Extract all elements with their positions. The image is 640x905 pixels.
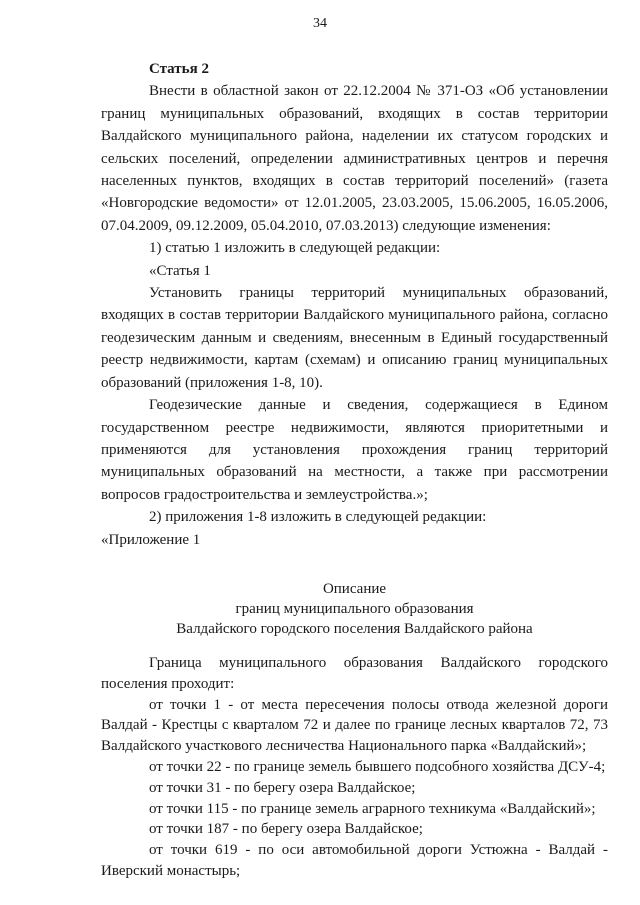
heading-line: границ муниципального образования [235, 600, 474, 617]
article-1-paragraph-2: Геодезические данные и сведения, содержащиеся в Едином государственном реестре недвижимости, являются приоритетными и применяются для установления прохождения границ территорий муниципальных образований на местности, а также при рассмотрении вопросов градостроительства и землеустройства.»; [101, 397, 608, 503]
amendment-item-2: 2) приложения 1-8 изложить в следующей редакции: [149, 509, 487, 526]
article-title: Статья 2 [149, 61, 209, 77]
heading-line: Валдайского городского поселения Валдайского района [176, 620, 533, 637]
heading-line: Описание [322, 580, 387, 597]
article-1-paragraph-1: Установить границы территорий муниципальных образований, входящих в состав территории Валдайского муниципального района, согласно геодезическим данным и сведениям, внесенным в Единый государственный реестр недвижимости, картам (схемам) и описанию границ муниципальных образований (приложения 1-8, 10). [101, 285, 608, 391]
boundary-point-item: от точки 115 - по границе земель аграрного техникума «Валдайский»; [149, 800, 596, 817]
amendment-item-1: 1) статью 1 изложить в следующей редакции: [149, 240, 441, 257]
amendment-intro-paragraph: Внести в областной закон от 22.12.2004 № 371-ОЗ «Об установлении границ муниципальных образований, входящих в состав территории Валдайского муниципального района, наделении их статусом городских и сельских поселений, определении административных центров и перечня населенных пунктов, входящих в состав территорий поселений» (газета «Новгородские ведомости» от 12.01.2005, 23.03.2005, 15.06.2005, 16.05.2006, 07.04.2009, 09.12.2009, 05.04.2010, 07.03.2013) следующие изменения: [101, 83, 608, 234]
boundary-point-item: от точки 31 - по берегу озера Валдайское; [149, 779, 416, 796]
document-body [101, 58, 608, 882]
page-number: 34 [313, 16, 327, 31]
boundary-point-item: от точки 1 - от места пересечения полосы отвода железной дороги Валдай - Крестцы с кварталом 72 и далее по границе лесных кварталов 72, 73 Валдайского участкового лесничества Национального парка «Валдайский»; [101, 696, 608, 755]
boundary-point-item: от точки 187 - по берегу озера Валдайское; [149, 821, 423, 838]
boundary-point-item: от точки 619 - по оси автомобильной дороги Устюжна - Валдай - Иверский монастырь; [101, 842, 608, 879]
article-1-title: «Статья 1 [149, 262, 211, 279]
appendix-label: «Приложение 1 [101, 531, 201, 548]
description-heading [101, 579, 608, 639]
boundary-intro: Граница муниципального образования Валдайского городского поселения проходит: [101, 654, 608, 692]
boundary-description [101, 653, 608, 882]
boundary-point-item: от точки 22 - по границе земель бывшего подсобного хозяйства ДСУ-4; [149, 758, 606, 775]
